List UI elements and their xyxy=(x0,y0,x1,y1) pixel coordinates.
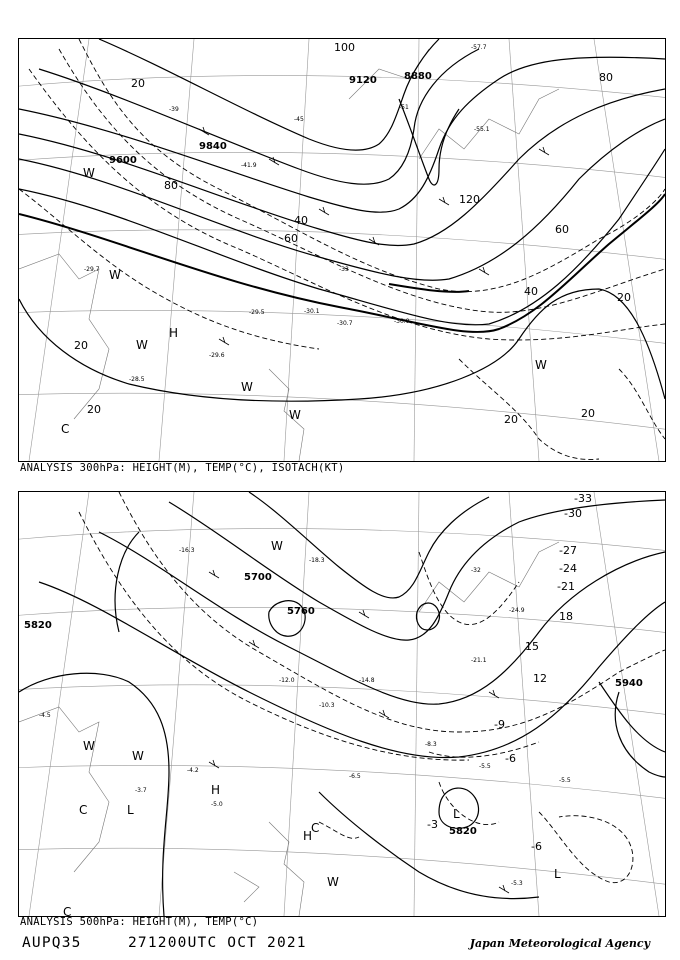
temp-label: -30.9 xyxy=(394,318,410,325)
temp-label: -45 xyxy=(294,116,304,123)
caption-500hpa: ANALYSIS 500hPa: HEIGHT(M), TEMP(°C) xyxy=(20,916,259,928)
temp-label: -10.3 xyxy=(319,702,335,709)
temp-label: -29.7 xyxy=(84,266,100,273)
chart-code: AUPQ35 xyxy=(22,935,82,951)
temp-label: -51 xyxy=(399,104,409,111)
temp-label: -6.5 xyxy=(349,773,361,780)
isotach-label: 20 xyxy=(131,77,145,90)
isotach-label: 60 xyxy=(284,232,298,245)
cold-marker: C xyxy=(79,803,88,817)
isotach-label: 20 xyxy=(581,407,595,420)
height-label: 5760 xyxy=(287,606,315,617)
height-label: 9120 xyxy=(349,75,377,86)
cold-marker: C xyxy=(311,821,320,835)
contour-label: -6 xyxy=(531,840,542,853)
warm-marker: W xyxy=(83,739,95,753)
isotach-label: 80 xyxy=(599,71,613,84)
isotach-label: 120 xyxy=(459,193,480,206)
isotach-label: 60 xyxy=(555,223,569,236)
isotach-label: 100 xyxy=(334,41,355,54)
temp-label: -33 xyxy=(339,266,349,273)
agency-credit: Japan Meteorological Agency xyxy=(469,937,650,950)
contour-label: -27 xyxy=(559,544,577,557)
temp-label: -57.7 xyxy=(471,44,487,51)
temp-label: -5.0 xyxy=(211,801,223,808)
height-label: 9840 xyxy=(199,141,227,152)
temp-label: -29.6 xyxy=(209,352,225,359)
temp-label: -8.3 xyxy=(425,741,437,748)
isotach-label: 20 xyxy=(87,403,101,416)
coastline xyxy=(19,542,559,916)
map-300hpa xyxy=(18,38,666,462)
temp-label: -39 xyxy=(169,106,179,113)
height-label: 5940 xyxy=(615,678,643,689)
low-marker: L xyxy=(453,807,460,821)
warm-marker: W xyxy=(535,358,547,372)
contour-label: 15 xyxy=(525,640,539,653)
temp-label: -18.3 xyxy=(309,557,325,564)
temp-label: -55.1 xyxy=(474,126,490,133)
temp-label: -5.5 xyxy=(479,763,491,770)
temp-label: -32 xyxy=(471,567,481,574)
height-label: 5820 xyxy=(24,620,52,631)
contour-label: 12 xyxy=(533,672,547,685)
wind-barbs xyxy=(209,570,509,893)
temp-label: -4.5 xyxy=(39,712,51,719)
high-marker: H xyxy=(303,829,313,843)
temp-label: -41.9 xyxy=(241,162,257,169)
contour-label: -3 xyxy=(427,818,438,831)
isotach-lines xyxy=(19,39,665,459)
temp-label: -5.5 xyxy=(559,777,571,784)
warm-marker: W xyxy=(289,408,301,422)
warm-marker: W xyxy=(327,875,339,889)
temp-label: -30.7 xyxy=(337,320,353,327)
contour-label: -9 xyxy=(494,718,505,731)
low-marker: L xyxy=(554,867,561,881)
warm-marker: W xyxy=(83,166,95,180)
temp-label: -28.5 xyxy=(129,376,145,383)
height-label: 8880 xyxy=(404,71,432,82)
contour-label: -33 xyxy=(574,492,592,505)
cold-marker: C xyxy=(63,905,72,916)
high-marker: H xyxy=(169,326,179,340)
contour-label: -24 xyxy=(559,562,577,575)
temp-label: -24.9 xyxy=(509,607,525,614)
temp-label: -29.5 xyxy=(249,309,265,316)
warm-marker: W xyxy=(136,338,148,352)
temp-label: -21.1 xyxy=(471,657,487,664)
contour-label: 18 xyxy=(559,610,573,623)
contour-label: -30 xyxy=(564,507,582,520)
map-500hpa xyxy=(18,491,666,917)
warm-marker: W xyxy=(241,380,253,394)
height-contours xyxy=(19,39,665,401)
valid-time: 271200UTC OCT 2021 xyxy=(128,935,307,951)
cold-marker: C xyxy=(61,422,70,436)
temp-label: -30.1 xyxy=(304,308,320,315)
contour-label: -21 xyxy=(557,580,575,593)
caption-300hpa: ANALYSIS 300hPa: HEIGHT(M), TEMP(°C), ISOTACH(KT) xyxy=(20,462,345,474)
contour-label: -6 xyxy=(505,752,516,765)
temp-label: -16.3 xyxy=(179,547,195,554)
temp-label: -4.2 xyxy=(187,767,199,774)
temp-label: -5.3 xyxy=(511,880,523,887)
isotherms xyxy=(79,492,665,883)
isotach-label: 40 xyxy=(294,214,308,227)
isotach-label: 20 xyxy=(74,339,88,352)
low-marker: L xyxy=(127,803,134,817)
high-marker: H xyxy=(211,783,221,797)
temp-label: -12.0 xyxy=(279,677,295,684)
height-label: 5820 xyxy=(449,826,477,837)
warm-marker: W xyxy=(132,749,144,763)
isotach-label: 20 xyxy=(617,291,631,304)
map-300hpa-drawing xyxy=(19,39,665,461)
height-label: 5700 xyxy=(244,572,272,583)
isotach-label: 40 xyxy=(524,285,538,298)
map-500hpa-drawing xyxy=(19,492,665,916)
temp-label: -3.7 xyxy=(135,787,147,794)
warm-marker: W xyxy=(271,539,283,553)
isotach-label: 80 xyxy=(164,179,178,192)
warm-marker: W xyxy=(109,268,121,282)
height-label: 9600 xyxy=(109,155,137,166)
temp-label: -14.8 xyxy=(359,677,375,684)
isotach-label: 20 xyxy=(504,413,518,426)
